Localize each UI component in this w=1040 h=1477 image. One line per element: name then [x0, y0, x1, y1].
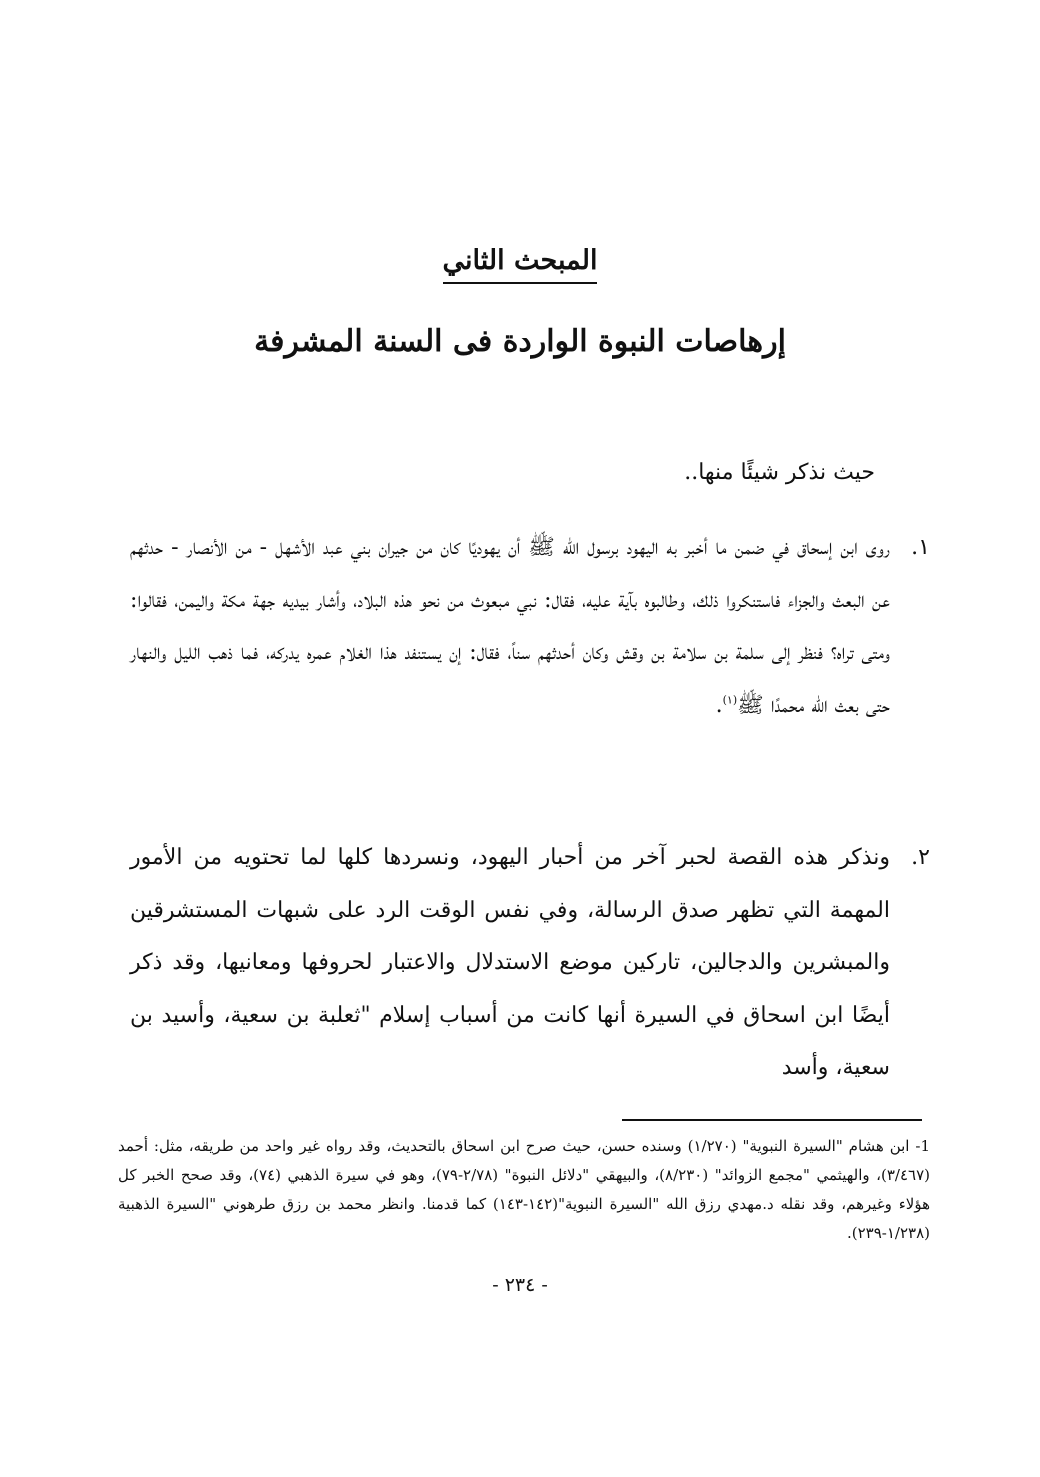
list-item-number: ٢.	[911, 845, 930, 870]
footnote-separator	[622, 1119, 922, 1121]
footnote-reference[interactable]: (١)	[722, 693, 738, 707]
list-item-number: ١.	[911, 535, 930, 560]
intro-paragraph: حيث نذكر شيئًا منها..	[684, 460, 875, 485]
section-label-text: المبحث الثاني	[443, 244, 598, 284]
list-item	[130, 522, 930, 732]
list-item-text: روى ابن إسحاق في ضمن ما أخبر به اليهود برسول الله ﷺ أن يهوديًا كان من جيران بني عبد الأشهل - من الأنصار - حدثهم عن البعث والجزاء فاستنكروا ذلك، وطالبوه بآية عليه، فقال: نبي مبعوث من نحو هذه البلاد، وأشار بيديه جهة مكة واليمن، فقالوا: ومتى تراه؟ فنظر إلى سلمة بن سلامة بن وقش وكان أحدثهم سناً، فقال: إن يستنفد هذا الغلام عمره يدركه، فما ذهب الليل والنهار حتى بعث الله محمدًا ﷺ	[130, 535, 890, 718]
list-item-text: ونذكر هذه القصة لحبر آخر من أحبار اليهود، ونسردها كلها لما تحتويه من الأمور المهمة التي تظهر صدق الرسالة، وفي نفس الوقت الرد على شبهات المستشرقين والمبشرين والدجالين، تاركين موضع الاستدلال والاعتبار لحروفها ومعانيها، وقد ذكر أيضًا ابن اسحاق في السيرة أنها كانت من أسباب إسلام "ثعلبة بن سعية، وأسيد بن سعية، وأسد	[130, 845, 890, 1080]
page-number: - ٢٣٤ -	[492, 1274, 548, 1296]
footnote: 1- ابن هشام "السيرة النبوية" (١/٢٧٠) وسنده حسن، حيث صرح ابن اسحاق بالتحديث، وقد رواه غير واحد من طريقه، مثل: أحمد (٣/٤٦٧)، والهيثمي "مجمع الزوائد" (٨/٢٣٠)، والبيهقي "دلائل النبوة" (٢/٧٨-٧٩)، وهو في سيرة الذهبي (٧٤)، وقد صحح الخبر كل هؤلاء وغيرهم، وقد نقله د.مهدي رزق الله "السيرة النبوية"(١٤٢-١٤٣) كما قدمنا. وانظر محمد بن رزق طرهوني "السيرة الذهبية (١/٢٣٨-٢٣٩).	[118, 1137, 931, 1242]
footnotes	[118, 1132, 930, 1248]
list-item-end: .	[715, 692, 723, 718]
section-label	[0, 244, 1040, 284]
list-item	[130, 832, 930, 1095]
section-title: إرهاصات النبوة الواردة فى السنة المشرفة	[254, 324, 786, 359]
list-item-body	[130, 832, 890, 1095]
list-item-body	[130, 522, 890, 732]
